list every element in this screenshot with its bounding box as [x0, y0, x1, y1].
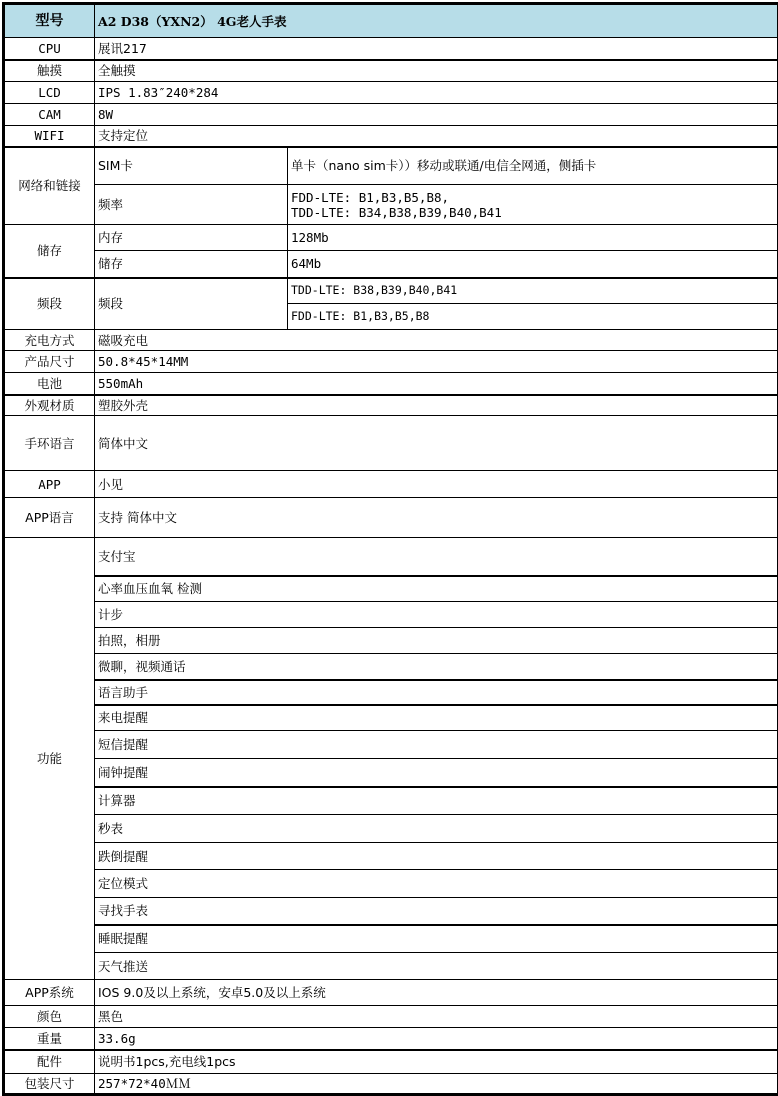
- app-label: APP: [5, 471, 95, 498]
- cpu-value: 展讯217: [95, 38, 778, 60]
- charging-label: 充电方式: [5, 330, 95, 351]
- functions-label: 功能: [5, 538, 95, 980]
- row-network-freq: [5, 185, 778, 225]
- row-battery: [5, 373, 778, 395]
- size-value: 50.8*45*14MM: [95, 351, 778, 373]
- row-function-item: [5, 787, 778, 815]
- function-item: 计步: [95, 602, 778, 628]
- row-weight: [5, 1028, 778, 1050]
- battery-label: 电池: [5, 373, 95, 395]
- cpu-label: CPU: [5, 38, 95, 60]
- spec-sheet: [2, 2, 778, 1096]
- freq-value-line2: TDD-LTE: B34,B38,B39,B40,B41: [291, 204, 502, 220]
- size-label: 产品尺寸: [5, 351, 95, 373]
- function-item: 天气推送: [95, 953, 778, 980]
- row-function-item: [5, 870, 778, 898]
- row-app-language: [5, 498, 778, 538]
- bands-fdd-value: FDD-LTE: B1,B3,B5,B8: [288, 304, 778, 330]
- model-value: A2 D38（YXN2） 4G老人手表: [95, 5, 778, 38]
- package-size-value: 257*72*40ＭＭ: [95, 1074, 778, 1094]
- freq-label: 频率: [95, 185, 288, 225]
- function-item: 秒表: [95, 815, 778, 843]
- band-language-value: 简体中文: [95, 416, 778, 471]
- row-cam: [5, 104, 778, 126]
- row-app: [5, 471, 778, 498]
- material-label: 外观材质: [5, 395, 95, 416]
- ram-value: 128Mb: [288, 225, 778, 251]
- row-function-item: [5, 602, 778, 628]
- function-item: 睡眠提醒: [95, 925, 778, 953]
- package-size-label: 包装尺寸: [5, 1074, 95, 1094]
- function-item: 微聊，视频通话: [95, 654, 778, 680]
- app-value: 小见: [95, 471, 778, 498]
- accessories-value: 说明书1pcs,充电线1pcs: [95, 1050, 778, 1074]
- bands-sub-label: 频段: [95, 278, 288, 330]
- row-function-item: [5, 731, 778, 759]
- app-language-value: 支持 简体中文: [95, 498, 778, 538]
- row-accessories: [5, 1050, 778, 1074]
- row-bands-tdd: [5, 278, 778, 304]
- row-touch: [5, 60, 778, 82]
- function-item: 定位模式: [95, 870, 778, 898]
- row-lcd: [5, 82, 778, 104]
- row-function-item: [5, 705, 778, 731]
- row-network-sim: [5, 147, 778, 185]
- sim-value: 单卡（nano sim卡））移动或联通/电信全网通，侧插卡: [288, 147, 778, 185]
- function-item: 来电提醒: [95, 705, 778, 731]
- row-package-size: [5, 1074, 778, 1094]
- lcd-label: LCD: [5, 82, 95, 104]
- ram-label: 内存: [95, 225, 288, 251]
- bands-tdd-value: TDD-LTE: B38,B39,B40,B41: [288, 278, 778, 304]
- row-function-item: [5, 538, 778, 576]
- sim-label: SIM卡: [95, 147, 288, 185]
- row-material: [5, 395, 778, 416]
- bands-label: 频段: [5, 278, 95, 330]
- row-function-item: [5, 815, 778, 843]
- row-band-language: [5, 416, 778, 471]
- row-cpu: [5, 38, 778, 60]
- row-function-item: [5, 898, 778, 925]
- cam-value: 8W: [95, 104, 778, 126]
- network-label: 网络和链接: [5, 147, 95, 225]
- wifi-label: WIFI: [5, 126, 95, 147]
- row-function-item: [5, 680, 778, 705]
- app-language-label: APP语言: [5, 498, 95, 538]
- row-charging: [5, 330, 778, 351]
- freq-value: [288, 185, 778, 225]
- row-function-item: [5, 759, 778, 787]
- rom-value: 64Mb: [288, 251, 778, 278]
- row-storage-rom: [5, 251, 778, 278]
- wifi-value: 支持定位: [95, 126, 778, 147]
- function-item: 计算器: [95, 787, 778, 815]
- touch-label: 触摸: [5, 60, 95, 82]
- function-item: 寻找手表: [95, 898, 778, 925]
- storage-label: 储存: [5, 225, 95, 278]
- model-label: 型号: [5, 5, 95, 38]
- app-system-label: APP系统: [5, 980, 95, 1006]
- row-color: [5, 1006, 778, 1028]
- color-label: 颜色: [5, 1006, 95, 1028]
- spec-table: [4, 4, 778, 1094]
- function-item: 拍照，相册: [95, 628, 778, 654]
- row-wifi: [5, 126, 778, 147]
- cam-label: CAM: [5, 104, 95, 126]
- rom-label: 储存: [95, 251, 288, 278]
- row-app-system: [5, 980, 778, 1006]
- touch-value: 全触摸: [95, 60, 778, 82]
- row-size: [5, 351, 778, 373]
- charging-value: 磁吸充电: [95, 330, 778, 351]
- weight-label: 重量: [5, 1028, 95, 1050]
- row-function-item: [5, 628, 778, 654]
- function-item: 闹钟提醒: [95, 759, 778, 787]
- accessories-label: 配件: [5, 1050, 95, 1074]
- app-system-value: IOS 9.0及以上系统，安卓5.0及以上系统: [95, 980, 778, 1006]
- battery-value: 550mAh: [95, 373, 778, 395]
- weight-value: 33.6g: [95, 1028, 778, 1050]
- function-item: 心率血压血氧 检测: [95, 576, 778, 602]
- header-row: [5, 5, 778, 38]
- row-function-item: [5, 953, 778, 980]
- function-item: 语言助手: [95, 680, 778, 705]
- row-function-item: [5, 843, 778, 870]
- band-language-label: 手环语言: [5, 416, 95, 471]
- row-function-item: [5, 654, 778, 680]
- function-item: 短信提醒: [95, 731, 778, 759]
- lcd-value: IPS 1.83″240*284: [95, 82, 778, 104]
- row-storage-ram: [5, 225, 778, 251]
- function-item: 支付宝: [95, 538, 778, 576]
- color-value: 黑色: [95, 1006, 778, 1028]
- row-function-item: [5, 925, 778, 953]
- freq-value-line1: FDD-LTE: B1,B3,B5,B8,: [291, 189, 450, 205]
- function-item: 跌倒提醒: [95, 843, 778, 870]
- material-value: 塑胶外壳: [95, 395, 778, 416]
- row-function-item: [5, 576, 778, 602]
